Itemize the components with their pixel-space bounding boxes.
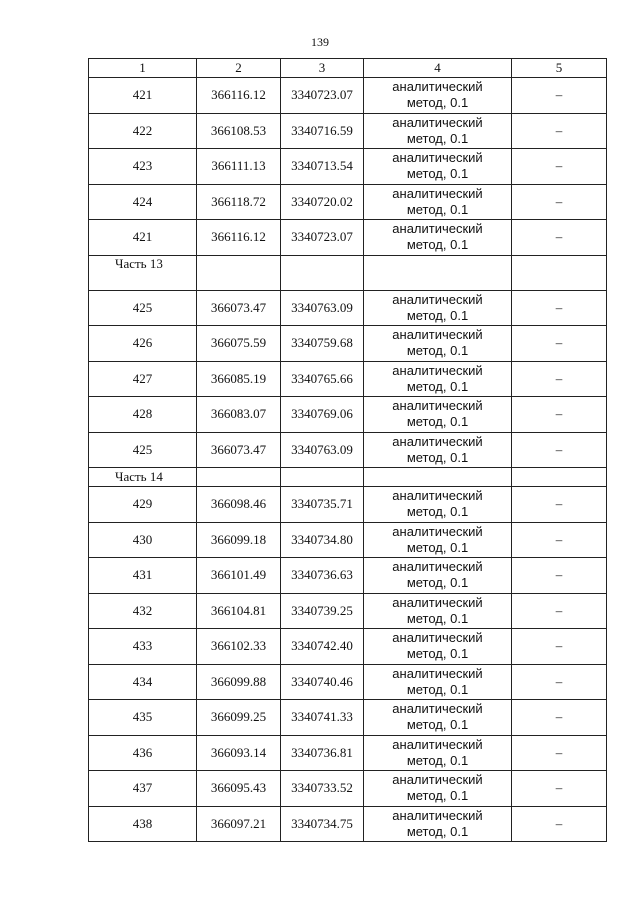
empty-cell [197, 255, 281, 290]
coordinate-y: 3340716.59 [281, 113, 364, 149]
column-5-value: – [512, 700, 607, 736]
column-header-4: 4 [364, 59, 512, 78]
coordinate-x: 366073.47 [197, 432, 281, 468]
method-line-2: метод, 0.1 [406, 646, 469, 662]
point-number: 428 [89, 397, 197, 433]
coordinate-y: 3340739.25 [281, 593, 364, 629]
empty-cell [281, 255, 364, 290]
table-row [89, 664, 607, 700]
method-line-1: аналитический [392, 807, 483, 823]
point-number: 434 [89, 664, 197, 700]
table-body [89, 78, 607, 842]
coordinate-x: 366101.49 [197, 558, 281, 594]
coordinate-y: 3340769.06 [281, 397, 364, 433]
column-5-value: – [512, 432, 607, 468]
method-cell [364, 397, 512, 433]
point-number: 425 [89, 432, 197, 468]
point-number: 436 [89, 735, 197, 771]
coordinate-x: 366111.13 [197, 149, 281, 185]
method-line-2: метод, 0.1 [406, 610, 469, 626]
coordinate-y: 3340741.33 [281, 700, 364, 736]
coordinate-y: 3340734.75 [281, 806, 364, 842]
empty-cell [364, 468, 512, 487]
method-line-2: метод, 0.1 [406, 237, 469, 253]
column-header-2: 2 [197, 59, 281, 78]
point-number: 423 [89, 149, 197, 185]
method-line-2: метод, 0.1 [406, 95, 469, 111]
method-line-2: метод, 0.1 [406, 343, 469, 359]
coordinate-y: 3340740.46 [281, 664, 364, 700]
table-header-row [89, 59, 607, 78]
method-line-1: аналитический [392, 327, 483, 343]
method-line-2: метод, 0.1 [406, 823, 469, 839]
table-row [89, 487, 607, 523]
point-number: 424 [89, 184, 197, 220]
method-cell [364, 149, 512, 185]
method-line-2: метод, 0.1 [406, 717, 469, 733]
column-header-1: 1 [89, 59, 197, 78]
point-number: 426 [89, 326, 197, 362]
point-number: 433 [89, 629, 197, 665]
method-cell [364, 184, 512, 220]
method-line-2: метод, 0.1 [406, 575, 469, 591]
table-row [89, 558, 607, 594]
method-line-1: аналитический [392, 291, 483, 307]
method-line-2: метод, 0.1 [406, 539, 469, 555]
method-line-1: аналитический [392, 362, 483, 378]
part-heading-row [89, 468, 607, 487]
table-row [89, 326, 607, 362]
method-line-2: метод, 0.1 [406, 788, 469, 804]
column-header-5: 5 [512, 59, 607, 78]
point-number: 430 [89, 522, 197, 558]
method-line-2: метод, 0.1 [406, 681, 469, 697]
method-line-1: аналитический [392, 559, 483, 575]
coordinate-y: 3340742.40 [281, 629, 364, 665]
table-row [89, 593, 607, 629]
method-cell [364, 290, 512, 326]
method-line-1: аналитический [392, 701, 483, 717]
coordinate-x: 366116.12 [197, 78, 281, 114]
coordinate-x: 366104.81 [197, 593, 281, 629]
column-5-value: – [512, 149, 607, 185]
method-line-1: аналитический [392, 398, 483, 414]
column-5-value: – [512, 487, 607, 523]
method-cell [364, 664, 512, 700]
method-cell [364, 220, 512, 256]
method-line-1: аналитический [392, 185, 483, 201]
coordinate-x: 366098.46 [197, 487, 281, 523]
table-row [89, 220, 607, 256]
method-line-2: метод, 0.1 [406, 414, 469, 430]
column-5-value: – [512, 629, 607, 665]
coordinate-y: 3340713.54 [281, 149, 364, 185]
method-line-2: метод, 0.1 [406, 504, 469, 520]
coordinate-x: 366108.53 [197, 113, 281, 149]
method-line-2: метод, 0.1 [406, 378, 469, 394]
method-line-2: метод, 0.1 [406, 307, 469, 323]
point-number: 431 [89, 558, 197, 594]
column-5-value: – [512, 78, 607, 114]
table-row [89, 184, 607, 220]
table-row [89, 113, 607, 149]
coordinates-table [88, 58, 607, 842]
column-5-value: – [512, 593, 607, 629]
column-5-value: – [512, 326, 607, 362]
method-line-1: аналитический [392, 594, 483, 610]
method-cell [364, 487, 512, 523]
part-heading-row [89, 255, 607, 290]
point-number: 421 [89, 78, 197, 114]
table-row [89, 432, 607, 468]
coordinate-x: 366099.25 [197, 700, 281, 736]
method-cell [364, 700, 512, 736]
column-5-value: – [512, 184, 607, 220]
method-line-1: аналитический [392, 433, 483, 449]
empty-cell [364, 255, 512, 290]
coordinate-x: 366093.14 [197, 735, 281, 771]
point-number: 427 [89, 361, 197, 397]
point-number: 432 [89, 593, 197, 629]
method-cell [364, 593, 512, 629]
page-number: 139 [311, 35, 329, 49]
method-line-2: метод, 0.1 [406, 449, 469, 465]
table-row [89, 806, 607, 842]
column-5-value: – [512, 220, 607, 256]
coordinate-y: 3340723.07 [281, 78, 364, 114]
column-header-3: 3 [281, 59, 364, 78]
method-line-2: метод, 0.1 [406, 166, 469, 182]
method-line-1: аналитический [392, 150, 483, 166]
coordinate-y: 3340763.09 [281, 432, 364, 468]
table-row [89, 629, 607, 665]
coordinate-x: 366075.59 [197, 326, 281, 362]
method-line-2: метод, 0.1 [406, 201, 469, 217]
column-5-value: – [512, 361, 607, 397]
method-line-1: аналитический [392, 114, 483, 130]
table-row [89, 735, 607, 771]
method-cell [364, 558, 512, 594]
coordinate-x: 366073.47 [197, 290, 281, 326]
method-line-1: аналитический [392, 736, 483, 752]
coordinate-x: 366095.43 [197, 771, 281, 807]
method-cell [364, 522, 512, 558]
column-5-value: – [512, 558, 607, 594]
method-cell [364, 629, 512, 665]
table-row [89, 361, 607, 397]
table-row [89, 771, 607, 807]
part-label: Часть 14 [89, 468, 197, 487]
method-line-1: аналитический [392, 488, 483, 504]
coordinate-y: 3340765.66 [281, 361, 364, 397]
coordinate-y: 3340733.52 [281, 771, 364, 807]
coordinate-x: 366118.72 [197, 184, 281, 220]
coordinate-x: 366116.12 [197, 220, 281, 256]
coordinate-y: 3340734.80 [281, 522, 364, 558]
column-5-value: – [512, 806, 607, 842]
point-number: 425 [89, 290, 197, 326]
coordinate-y: 3340723.07 [281, 220, 364, 256]
coordinate-y: 3340736.81 [281, 735, 364, 771]
column-5-value: – [512, 397, 607, 433]
method-line-2: метод, 0.1 [406, 130, 469, 146]
column-5-value: – [512, 290, 607, 326]
method-cell [364, 78, 512, 114]
method-line-1: аналитический [392, 665, 483, 681]
method-cell [364, 432, 512, 468]
point-number: 438 [89, 806, 197, 842]
method-line-1: аналитический [392, 630, 483, 646]
coordinate-y: 3340759.68 [281, 326, 364, 362]
point-number: 429 [89, 487, 197, 523]
method-cell [364, 326, 512, 362]
table-row [89, 290, 607, 326]
table-row [89, 522, 607, 558]
method-line-1: аналитический [392, 79, 483, 95]
empty-cell [197, 468, 281, 487]
method-cell [364, 806, 512, 842]
coordinate-y: 3340720.02 [281, 184, 364, 220]
coordinate-x: 366085.19 [197, 361, 281, 397]
table-row [89, 700, 607, 736]
method-line-2: метод, 0.1 [406, 752, 469, 768]
coordinate-y: 3340735.71 [281, 487, 364, 523]
method-cell [364, 735, 512, 771]
coordinate-x: 366099.88 [197, 664, 281, 700]
point-number: 437 [89, 771, 197, 807]
empty-cell [512, 255, 607, 290]
column-5-value: – [512, 771, 607, 807]
table-row [89, 397, 607, 433]
column-5-value: – [512, 664, 607, 700]
coordinate-y: 3340736.63 [281, 558, 364, 594]
method-cell [364, 361, 512, 397]
empty-cell [281, 468, 364, 487]
point-number: 421 [89, 220, 197, 256]
table-row [89, 78, 607, 114]
coordinate-x: 366099.18 [197, 522, 281, 558]
method-line-1: аналитический [392, 221, 483, 237]
method-line-1: аналитический [392, 772, 483, 788]
coordinate-x: 366102.33 [197, 629, 281, 665]
coordinate-x: 366083.07 [197, 397, 281, 433]
empty-cell [512, 468, 607, 487]
column-5-value: – [512, 113, 607, 149]
table-row [89, 149, 607, 185]
method-line-1: аналитический [392, 523, 483, 539]
part-label: Часть 13 [89, 255, 197, 290]
coordinate-y: 3340763.09 [281, 290, 364, 326]
method-cell [364, 771, 512, 807]
coordinate-x: 366097.21 [197, 806, 281, 842]
method-cell [364, 113, 512, 149]
column-5-value: – [512, 735, 607, 771]
point-number: 422 [89, 113, 197, 149]
column-5-value: – [512, 522, 607, 558]
point-number: 435 [89, 700, 197, 736]
